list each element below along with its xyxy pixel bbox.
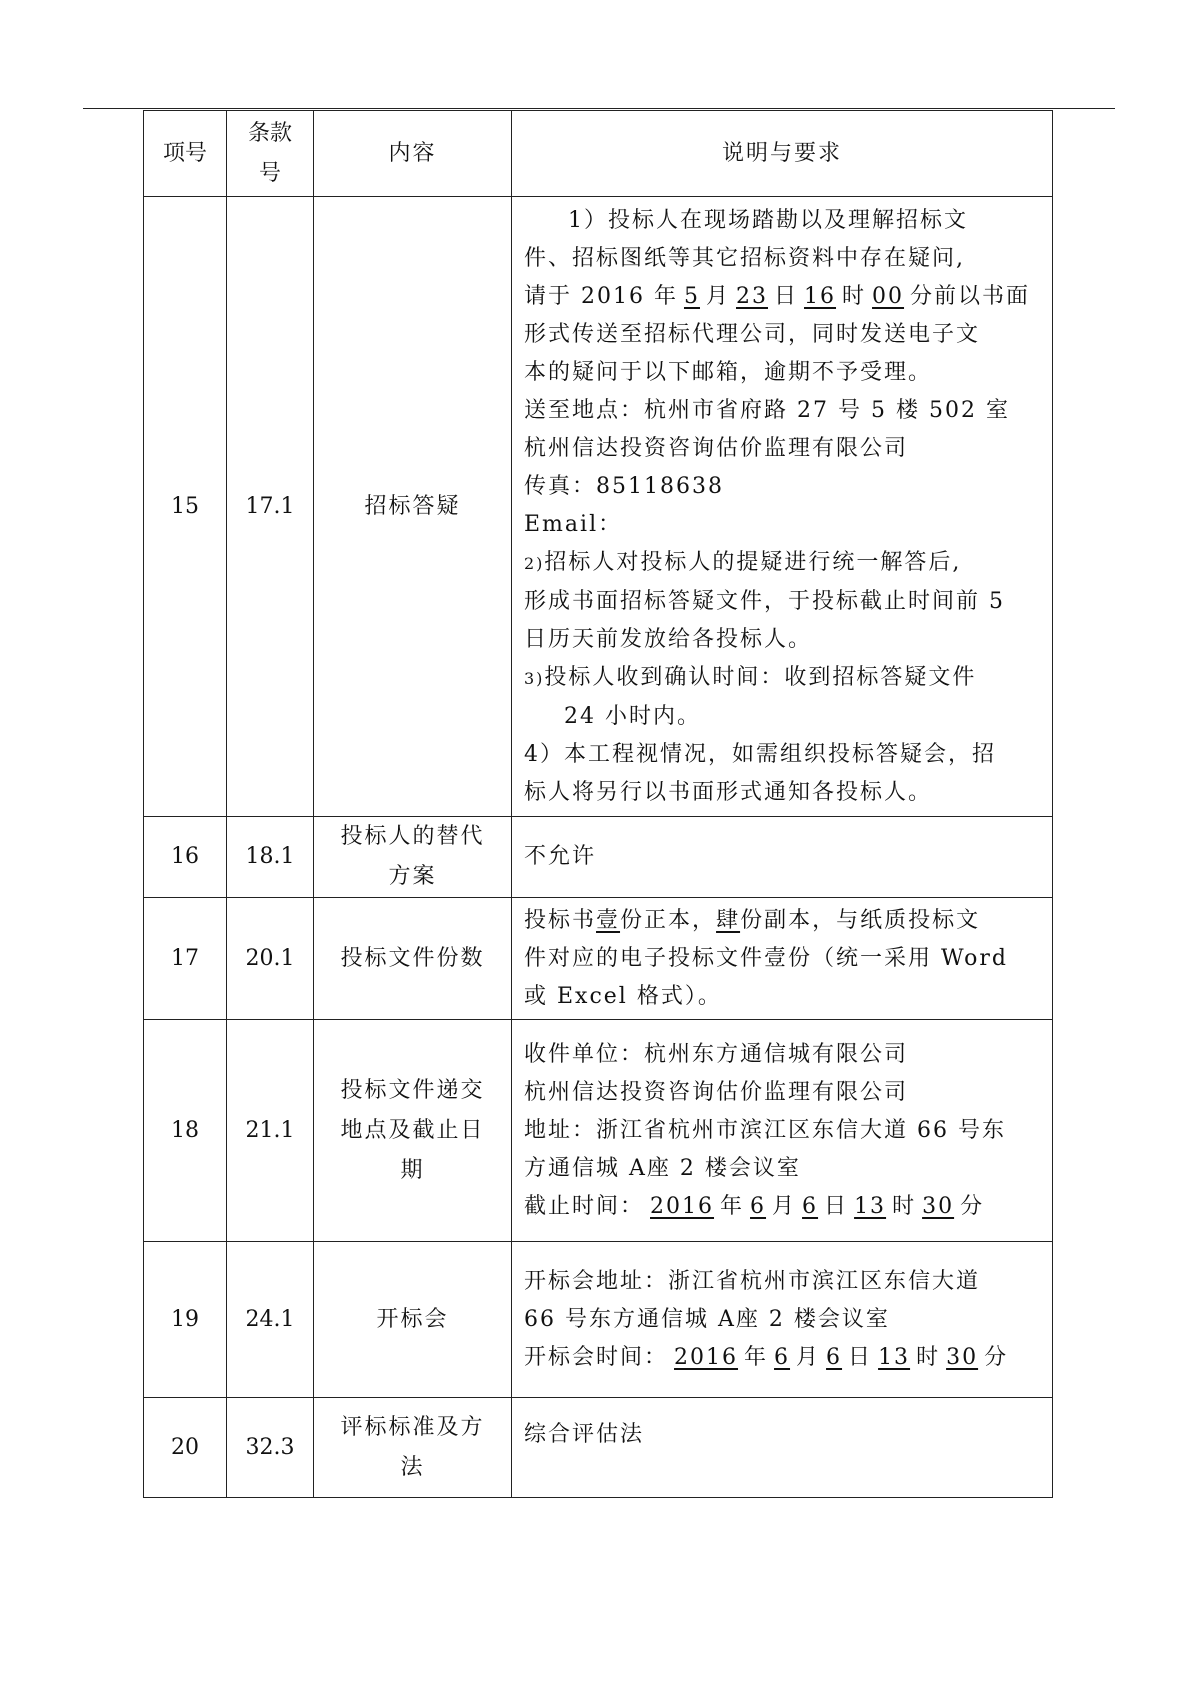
- header-item-no: 项号: [144, 111, 227, 197]
- req-line-copies: 投标书壹份正本，肆份副本，与纸质投标文: [524, 907, 981, 933]
- row-item-no: 16: [144, 817, 227, 898]
- table-row: [144, 817, 1053, 898]
- req-line: 2)招标人对投标人的提疑进行统一解答后,: [524, 549, 962, 575]
- row-clause-no: 32.3: [227, 1398, 314, 1498]
- row-item-no: 15: [144, 197, 227, 817]
- req-line-recipient: 收件单位：杭州东方通信城有限公司: [524, 1041, 909, 1067]
- req-line: 件对应的电子投标文件壹份（统一采用 Word: [524, 945, 1008, 971]
- row-requirements: [512, 817, 1053, 898]
- req-line: 1）投标人在现场踏勘以及理解招标文: [568, 207, 968, 233]
- req-line: 24 小时内。: [564, 703, 701, 729]
- req-line: 综合评估法: [524, 1422, 645, 1447]
- req-line: 3)投标人收到确认时间：收到招标答疑文件: [524, 664, 977, 690]
- row-content: 招标答疑: [314, 197, 512, 817]
- row-item-no: 19: [144, 1242, 227, 1398]
- req-line-address: 送至地点：杭州市省府路 27 号 5 楼 502 室: [524, 397, 1010, 423]
- req-line: 或 Excel 格式）。: [524, 983, 722, 1009]
- row-content: 投标文件递交地点及截止日期: [314, 1020, 512, 1242]
- row-item-no: 20: [144, 1398, 227, 1498]
- req-line-address: 地址：浙江省杭州市滨江区东信大道 66 号东: [524, 1117, 1006, 1143]
- header-content: 内容: [314, 111, 512, 197]
- table-header-row: [144, 111, 1053, 197]
- row-item-no: 17: [144, 898, 227, 1020]
- table-row: [144, 1020, 1053, 1242]
- header-rule: [83, 108, 1115, 109]
- req-line-fax: 传真：85118638: [524, 473, 724, 499]
- row-clause-no: 18.1: [227, 817, 314, 898]
- table-row: [144, 1242, 1053, 1398]
- bidding-data-table: [143, 110, 1053, 1498]
- header-requirements: 说明与要求: [512, 111, 1053, 197]
- req-line-company: 杭州信达投资咨询估价监理有限公司: [524, 1079, 909, 1105]
- row-content: 开标会: [314, 1242, 512, 1398]
- row-requirements: [512, 1242, 1053, 1398]
- req-line: 标人将另行以书面形式通知各投标人。: [524, 779, 933, 805]
- req-line: 日历天前发放给各投标人。: [524, 626, 813, 652]
- req-line: 不允许: [524, 844, 597, 869]
- row-clause-no: 17.1: [227, 197, 314, 817]
- table-row: [144, 197, 1053, 817]
- req-line-address: 66 号东方通信城 A座 2 楼会议室: [524, 1306, 890, 1332]
- req-line: 本的疑问于以下邮箱，逾期不予受理。: [524, 359, 933, 385]
- row-content: 评标标准及方法: [314, 1398, 512, 1498]
- req-line: 形成书面招标答疑文件，于投标截止时间前 5: [524, 588, 1005, 614]
- req-line-deadline: 请于 2016 年 5 月 23 日 16 时 00 分前以书面: [524, 283, 1031, 309]
- row-requirements: [512, 197, 1053, 817]
- req-line: 4）本工程视情况，如需组织投标答疑会，招: [524, 741, 996, 767]
- row-clause-no: 24.1: [227, 1242, 314, 1398]
- row-content: 投标人的替代方案: [314, 817, 512, 898]
- req-line-company: 杭州信达投资咨询估价监理有限公司: [524, 435, 909, 461]
- req-line-opening-time: 开标会时间： 2016 年 6 月 6 日 13 时 30 分: [524, 1344, 1009, 1370]
- row-requirements: [512, 1020, 1053, 1242]
- req-line-address: 开标会地址：浙江省杭州市滨江区东信大道: [524, 1268, 981, 1294]
- req-line-deadline: 截止时间： 2016 年 6 月 6 日 13 时 30 分: [524, 1193, 985, 1219]
- req-line: 件、招标图纸等其它招标资料中存在疑问,: [524, 245, 965, 271]
- row-clause-no: 21.1: [227, 1020, 314, 1242]
- table-row: [144, 898, 1053, 1020]
- req-line-address: 方通信城 A座 2 楼会议室: [524, 1155, 801, 1181]
- row-content: 投标文件份数: [314, 898, 512, 1020]
- row-clause-no: 20.1: [227, 898, 314, 1020]
- table-row: [144, 1398, 1053, 1498]
- header-clause-no: 条款号: [227, 111, 314, 197]
- row-requirements: [512, 898, 1053, 1020]
- row-requirements: [512, 1398, 1053, 1498]
- req-line-email: Email：: [524, 511, 623, 537]
- req-line: 形式传送至招标代理公司，同时发送电子文: [524, 321, 981, 347]
- row-item-no: 18: [144, 1020, 227, 1242]
